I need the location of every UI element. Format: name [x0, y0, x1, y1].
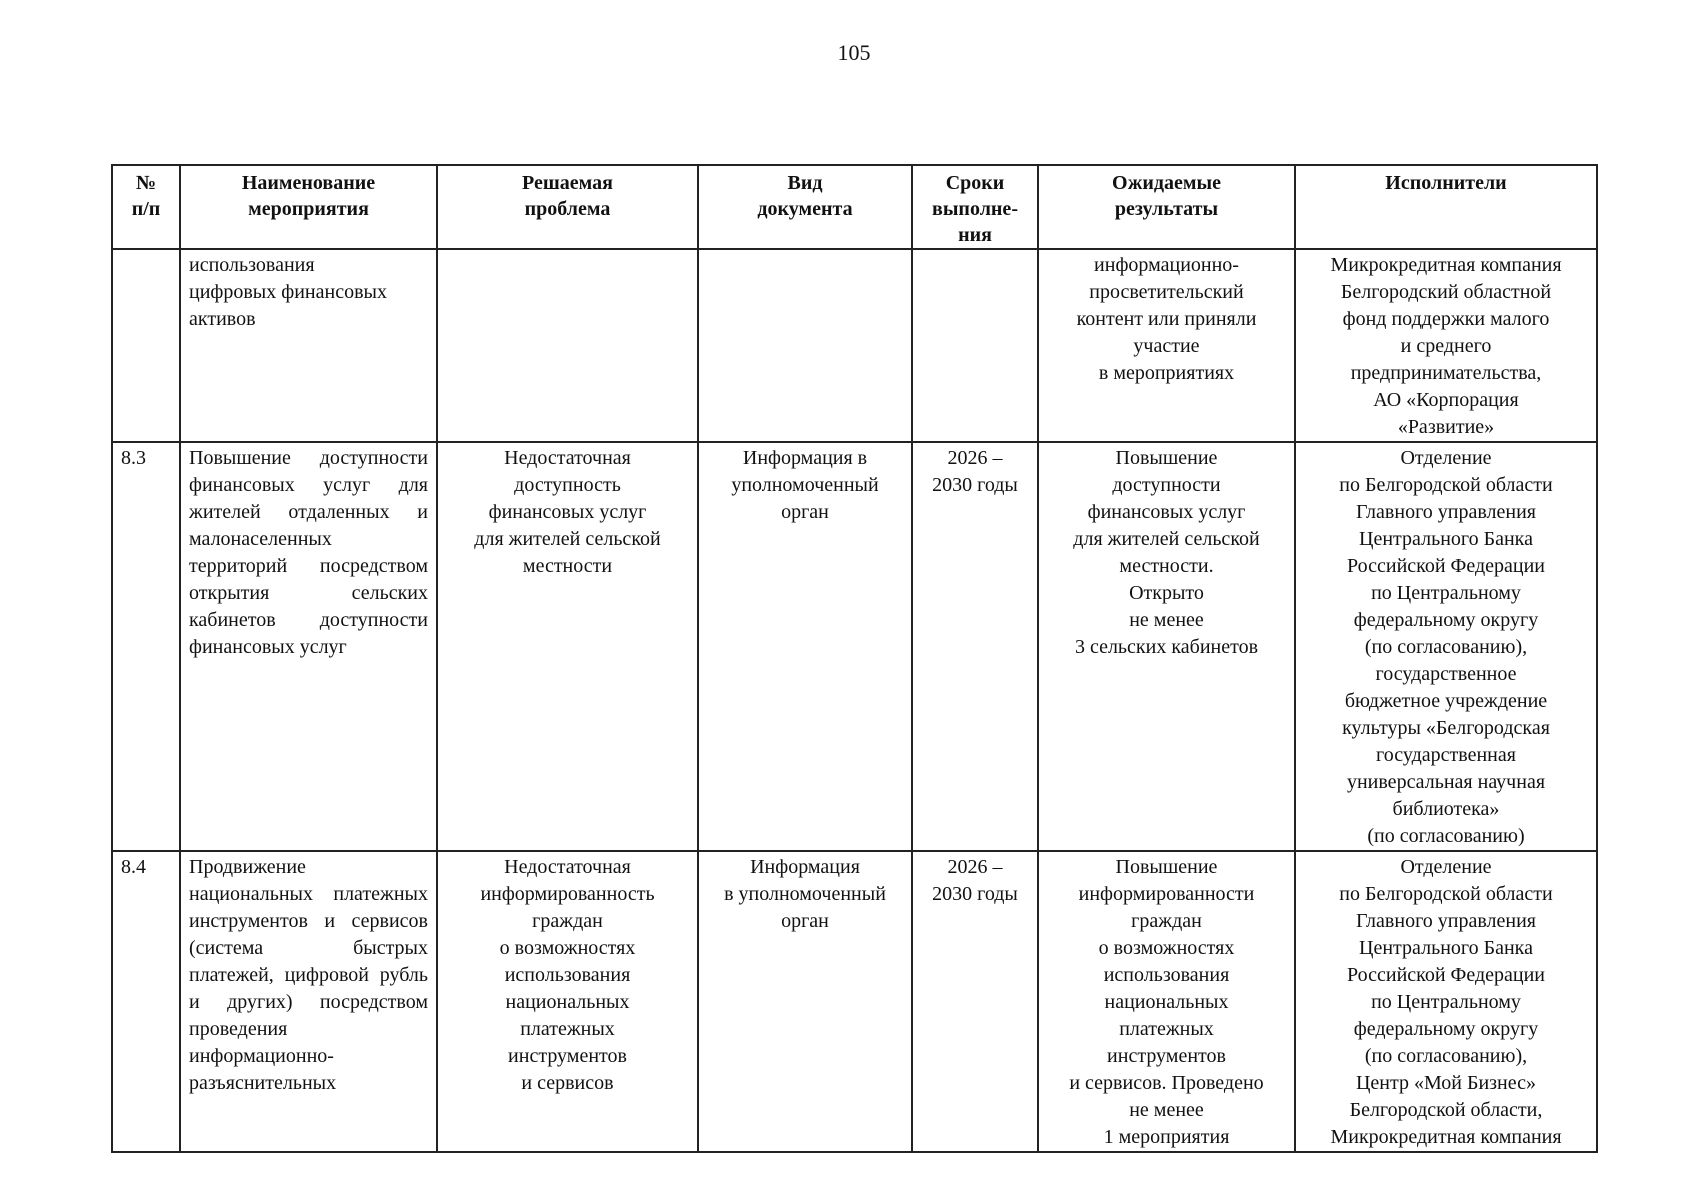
header-term: Сроки выполне- ния: [912, 165, 1038, 249]
cell-term: [912, 249, 1038, 442]
header-doc: Вид документа: [698, 165, 912, 249]
cell-doc: Информация в уполномоченный орган: [698, 442, 912, 851]
cell-result: Повышение доступности финансовых услуг для жителей сельской местности. Открыто не менее 3 сельских кабинетов: [1038, 442, 1295, 851]
cell-problem: Недостаточная информированность граждан о возможностях использования национальных платежных инструментов и сервисов: [437, 851, 698, 1152]
cell-executors: Микрокредитная компания Белгородский областной фонд поддержки малого и среднего предпринимательства, АО «Корпорация «Развитие»: [1295, 249, 1597, 442]
table-row: [112, 851, 1597, 1152]
cell-name: Продвижение национальных платежных инструментов и сервисов (система быстрых платежей, цифровой рубль и других) посредством проведения информационно-разъяснительных: [180, 851, 437, 1152]
cell-term: 2026 – 2030 годы: [912, 851, 1038, 1152]
measures-table: [111, 164, 1598, 1153]
cell-doc: Информация в уполномоченный орган: [698, 851, 912, 1152]
header-num: № п/п: [112, 165, 180, 249]
table-row: [112, 249, 1597, 442]
table-header-row: [112, 165, 1597, 249]
cell-executors: Отделение по Белгородской области Главного управления Центрального Банка Российской Федерации по Центральному федеральному округу (по согласованию), государственное бюджетное учреждение культуры «Белгородская государственная универсальная научная библиотека» (по согласованию): [1295, 442, 1597, 851]
header-name: Наименование мероприятия: [180, 165, 437, 249]
cell-result: информационно- просветительский контент или приняли участие в мероприятиях: [1038, 249, 1295, 442]
cell-name: Повышение доступности финансовых услуг для жителей отдаленных и малонаселенных территорий посредством открытия сельских кабинетов доступности финансовых услуг: [180, 442, 437, 851]
header-executors: Исполнители: [1295, 165, 1597, 249]
page-number: 105: [837, 40, 871, 65]
cell-executors: Отделение по Белгородской области Главного управления Центрального Банка Российской Федерации по Центральному федеральному округу (по согласованию), Центр «Мой Бизнес» Белгородской области, Микрокредитная компания: [1295, 851, 1597, 1152]
header-result: Ожидаемые результаты: [1038, 165, 1295, 249]
cell-problem: Недостаточная доступность финансовых услуг для жителей сельской местности: [437, 442, 698, 851]
header-problem: Решаемая проблема: [437, 165, 698, 249]
cell-term: 2026 – 2030 годы: [912, 442, 1038, 851]
cell-result: Повышение информированности граждан о возможностях использования национальных платежных инструментов и сервисов. Проведено не менее 1 мероприятия: [1038, 851, 1295, 1152]
cell-doc: [698, 249, 912, 442]
cell-name: использования цифровых финансовых активов: [180, 249, 437, 442]
cell-num: 8.3: [112, 442, 180, 851]
cell-problem: [437, 249, 698, 442]
cell-num: [112, 249, 180, 442]
cell-num: 8.4: [112, 851, 180, 1152]
table-row: [112, 442, 1597, 851]
